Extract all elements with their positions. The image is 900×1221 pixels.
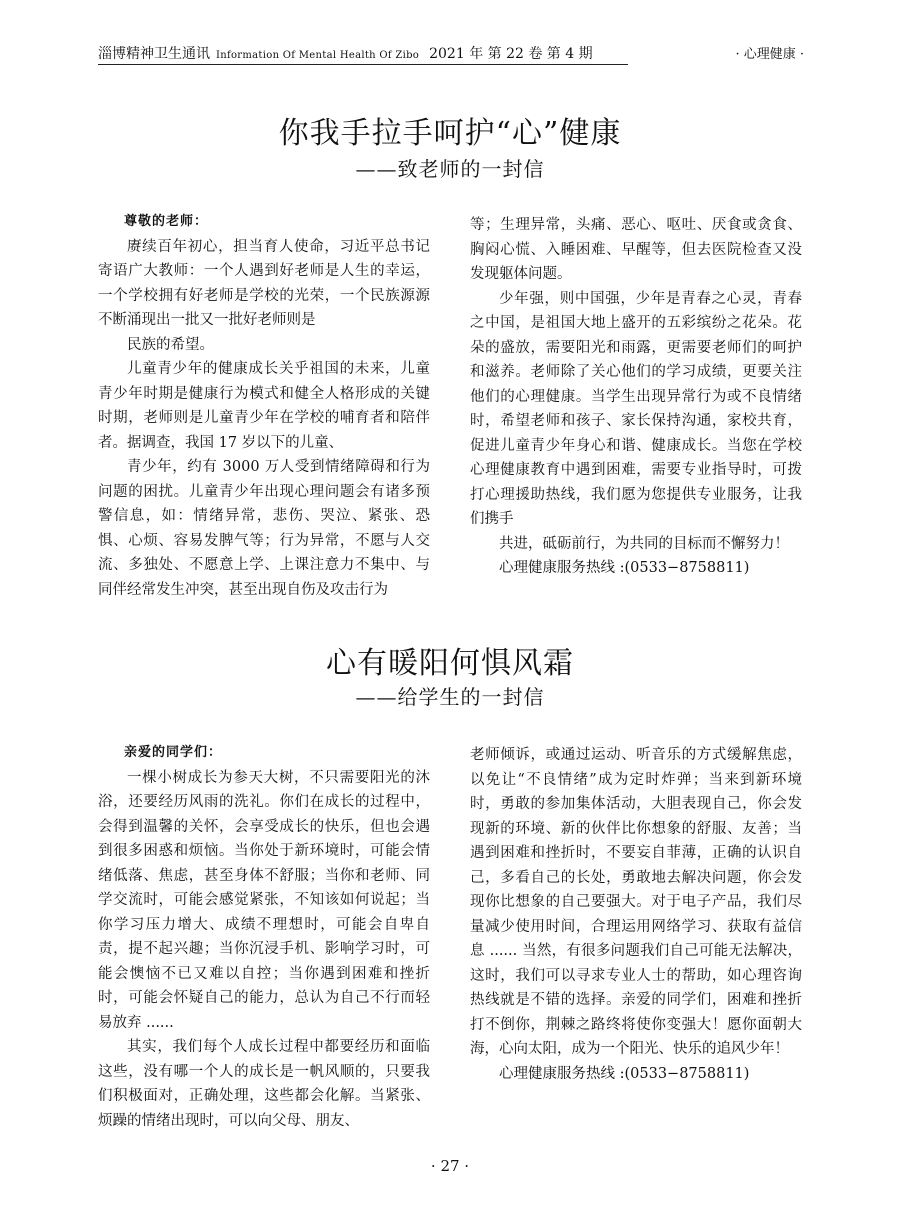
article2-title: 心有暖阳何惧风霜 [326,646,574,681]
article2-paragraph: 其实，我们每个人成长过程中都要经历和面临这些，没有哪一个人的成长是一帆风顺的，只要我们积极面对，正确处理，这些都会化解。当紧张、烦躁的情绪出现时，可以向父母、朋友、 [98,1039,430,1129]
article1-left-column [98,210,430,602]
header-rule [98,64,628,65]
article1-paragraph-continued: 等；生理异常，头痛、恶心、呕吐、厌食或贪食、胸闷心慌、入睡困难、早醒等，但去医院检查又没发现躯体问题。 [470,217,802,282]
article2-left-column [98,741,430,1133]
section-label: · 心理健康 · [735,47,804,62]
article1-salutation: 尊敬的老师： [124,214,209,229]
article1-paragraph: 少年强，则中国强，少年是青春之心灵，青春之中国，是祖国大地上盛开的五彩缤纷之花朵。花朵的盛放，需要阳光和雨露，更需要老师们的呵护和滋养。老师除了关心他们的学习成绩，更要关注他们的心理健康。当学生出现异常行为或不良情绪时，希望老师和孩子、家长保持沟通，家校共育，促进儿童青少年身心和谐、健康成长。当您在学校心理健康教育中遇到困难，需要专业指导时，可拨打心理援助热线，我们愿为您提供专业服务，让我们携手 [470,290,802,527]
page-number: · 27 · [430,1157,470,1175]
article2-paragraph-continued: 老师倾诉，或通过运动、听音乐的方式缓解焦虑，以免让“不良情绪”成为定时炸弹；当来到新环境时，勇敢的参加集体活动，大胆表现自己，你会发现新的环境、新的伙伴比你想象的舒服、友善；当遇到困难和挫折时，不要妄自菲薄，正确的认识自己，多看自己的长处，勇敢地去解决问题，你会发现你比想象的自己要强大。对于电子产品，我们尽量减少使用时间，合理运用网络学习、获取有益信息 ...... 当然，有很多问题我们自己可能无法解决，这时，我们可以寻求专业人士的帮助，如心理咨询热线就是不错的选择。亲爱的同学们，困难和挫折打不倒你，荆棘之路终将使你变强大！愿你面朝大海，心向太阳，成为一个阳光、快乐的追风少年！ [470,747,802,1057]
article1-right-column [470,213,802,581]
article1-paragraph: 赓续百年初心，担当育人使命，习近平总书记寄语广大教师：一个人遇到好老师是人生的幸运，一个学校拥有好老师是学校的光荣，一个民族源源不断涌现出一批又一批好老师则是 [98,238,430,328]
article2-right-column [470,743,802,1086]
article1-hotline: 心理健康服务热线 :(0533−8758811) [499,560,750,576]
article1-paragraph: 共进，砥砺前行，为共同的目标而不懈努力！ [499,535,789,552]
article2-hotline: 心理健康服务热线 :(0533−8758811) [499,1065,750,1082]
header-left [98,43,593,63]
article2-subtitle: ——给学生的一封信 [355,685,545,709]
running-header [98,43,804,65]
journal-name: 淄博精神卫生通讯 [98,46,210,62]
article1-paragraph: 民族的希望。 [127,336,214,353]
article1-subtitle: ——致老师的一封信 [355,157,545,181]
article1-paragraph: 青少年，约有 3000 万人受到情绪障碍和行为问题的困扰。儿童青少年出现心理问题会有诸多预警信息，如：情绪异常，悲伤、哭泣、紧张、恐惧、心烦、容易发脾气等；行为异常，不愿与人交流、多独处、不愿意上学、上课注意力不集中、与同伴经常发生冲突，甚至出现自伤及攻击行为 [98,459,430,598]
article2-paragraph: 一棵小树成长为参天大树，不只需要阳光的沐浴，还要经历风雨的洗礼。你们在成长的过程中，会得到温馨的关怀，会享受成长的快乐，但也会遇到很多困惑和烦恼。当你处于新环境时，可能会情绪低落、焦虑，甚至身体不舒服；当你和老师、同学交流时，可能会感觉紧张，不知该如何说起；当你学习压力增大、成绩不理想时，可能会自卑自责，提不起兴趣；当你沉浸手机、影响学习时，可能会懊恼不已又难以自控；当你遇到困难和挫折时，可能会怀疑自己的能力，总认为自己不行而轻易放弃 ...... [98,769,430,1031]
issue-info: 2021 年 第 22 卷 第 4 期 [429,46,593,62]
article1-paragraph: 儿童青少年的健康成长关乎祖国的未来，儿童青少年时期是健康行为模式和健全人格形成的关键时期，老师则是儿童青少年在学校的哺育者和陪伴者。据调查，我国 17 岁以下的儿童、 [98,361,430,451]
journal-name-en: Information Of Mental Health Of Zibo [216,50,420,61]
article1-title: 你我手拉手呵护“心”健康 [278,116,622,151]
article2-salutation: 亲爱的同学们： [124,745,223,760]
